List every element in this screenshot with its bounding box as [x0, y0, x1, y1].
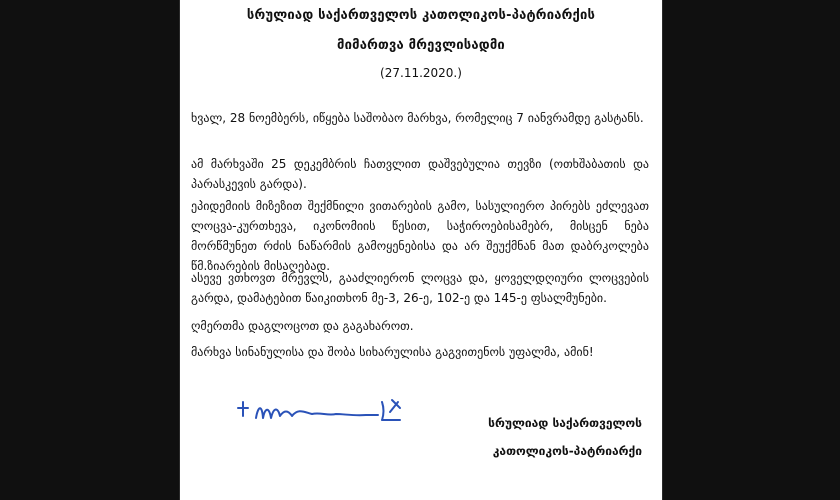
- paragraph-blessing: ღმერთმა დაგლოცოთ და გაგახაროთ.: [191, 319, 414, 333]
- document-page: [180, 0, 662, 500]
- paragraph-epidemic-dispensation: ეპიდემიის მიზეზით შექმნილი ვითარების გამო, სასულიერო პირებს ეძლევათ ლოცვა-კურთხევა, იკონომიის წესით, საჭიროებისამებრ, მისცენ ნება მორწმუნეთ რძის ნაწარმის გამოყენებისა და არ შეუქმნან მათ დაბრკოლება წმ.ზიარების მისაღებად.: [191, 199, 649, 273]
- document-title-line2: მიმართვა მრევლისადმი: [337, 38, 505, 53]
- paragraph-prayer-request: ასევე ვთხოვთ მრევლს, გააძლიერონ ლოცვა და, ყოველდღიური ლოცვების გარდა, დამატებით წაიკითხონ მე-3, 26-ე, 102-ე და 145-ე ფსალმუნები.: [191, 271, 649, 305]
- paragraph-fast-announcement: ხვალ, 28 ნოემბერს, იწყება საშობაო მარხვა, რომელიც 7 იანვრამდე გასტანს.: [191, 111, 644, 125]
- paragraph-fish-allowance: ამ მარხვაში 25 დეკემბრის ჩათვლით დაშვებულია თევზი (ოთხშაბათის და პარასკევის გარდა).: [191, 157, 649, 191]
- document-title-line1: სრულიად საქართველოს კათოლიკოს-პატრიარქის: [246, 8, 596, 23]
- signatory-title-line1: სრულიად საქართველოს: [488, 416, 642, 430]
- signatory-title-line2: კათოლიკოს-პატრიარქი: [492, 444, 642, 458]
- paragraph-closing: მარხვა სინანულისა და შობა სიხარულისა გაგვითენოს უფალმა, ამინ!: [191, 345, 594, 359]
- document-date: (27.11.2020.): [380, 66, 462, 80]
- handwritten-signature: [232, 396, 422, 430]
